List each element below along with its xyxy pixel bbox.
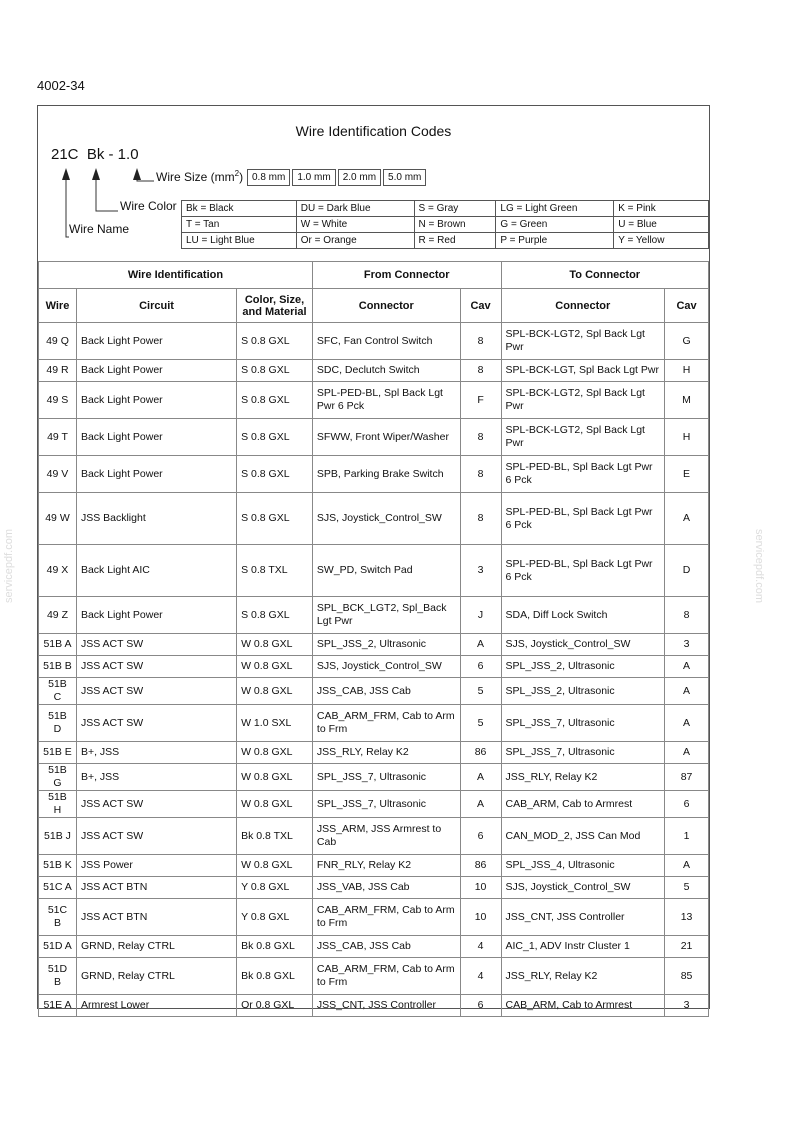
size-option: 0.8 mm [247,169,290,186]
color-code-table [181,200,709,249]
from-cav-cell: 6 [460,656,501,678]
to-cav-cell: M [665,382,709,419]
wire-cell: 51C B [39,899,77,936]
to-connector-cell: SPL-BCK-LGT2, Spl Back Lgt Pwr [501,323,665,360]
to-connector-cell: SJS, Joystick_Control_SW [501,877,665,899]
color-code-cell: N = Brown [414,217,496,233]
color-size-material-cell: W 0.8 GXL [237,764,313,791]
circuit-cell: Back Light Power [76,419,236,456]
table-row [39,936,709,958]
circuit-cell: Back Light Power [76,382,236,419]
legend-title: Wire Identification Codes [295,123,452,139]
from-connector-cell: SJS, Joystick_Control_SW [312,656,460,678]
circuit-cell: JSS Power [76,855,236,877]
color-code-cell: U = Blue [614,217,709,233]
from-connector-cell: SPL_JSS_7, Ultrasonic [312,791,460,818]
from-connector-cell: SPL_JSS_7, Ultrasonic [312,764,460,791]
to-connector-cell: JSS_RLY, Relay K2 [501,958,665,995]
from-cav-cell: A [460,634,501,656]
circuit-cell: JSS ACT SW [76,791,236,818]
color-size-material-cell: Y 0.8 GXL [237,899,313,936]
from-connector-cell: JSS_CAB, JSS Cab [312,936,460,958]
from-cav-cell: 4 [460,936,501,958]
wire-code-legend [38,106,709,261]
col-header-from-connector: Connector [312,289,460,323]
col-header-to-connector: Connector [501,289,665,323]
from-cav-cell: 8 [460,419,501,456]
circuit-cell: Back Light Power [76,597,236,634]
to-cav-cell: 3 [665,634,709,656]
wire-cell: 49 S [39,382,77,419]
group-header-wire-identification: Wire Identification [39,262,313,289]
color-code-cell: P = Purple [496,233,614,249]
from-connector-cell: CAB_ARM_FRM, Cab to Arm to Frm [312,958,460,995]
to-cav-cell: G [665,323,709,360]
wire-cell: 51B A [39,634,77,656]
from-cav-cell: J [460,597,501,634]
circuit-cell: JSS ACT BTN [76,877,236,899]
color-size-material-cell: W 0.8 GXL [237,791,313,818]
to-cav-cell: A [665,855,709,877]
wire-name-label: Wire Name [69,222,130,236]
circuit-cell: JSS ACT SW [76,634,236,656]
circuit-cell: JSS Backlight [76,493,236,545]
color-size-material-cell: W 0.8 GXL [237,742,313,764]
wire-cell: 51B G [39,764,77,791]
to-connector-cell: SPL-BCK-LGT2, Spl Back Lgt Pwr [501,419,665,456]
table-row [39,323,709,360]
from-connector-cell: CAB_ARM_FRM, Cab to Arm to Frm [312,705,460,742]
to-cav-cell: H [665,419,709,456]
size-option: 5.0 mm [383,169,426,186]
table-row [39,995,709,1017]
circuit-cell: JSS ACT BTN [76,899,236,936]
wire-cell: 49 T [39,419,77,456]
from-cav-cell: 8 [460,323,501,360]
color-size-material-cell: Bk 0.8 TXL [237,818,313,855]
to-cav-cell: 87 [665,764,709,791]
color-code-row [182,233,709,249]
to-cav-cell: 6 [665,791,709,818]
color-size-material-cell: Or 0.8 GXL [237,995,313,1017]
col-header-to-cav: Cav [665,289,709,323]
from-connector-cell: SPB, Parking Brake Switch [312,456,460,493]
col-header-wire: Wire [39,289,77,323]
to-cav-cell: A [665,742,709,764]
to-connector-cell: SPL_JSS_2, Ultrasonic [501,656,665,678]
wire-cell: 51D B [39,958,77,995]
circuit-cell: JSS ACT SW [76,818,236,855]
table-row [39,634,709,656]
circuit-cell: B+, JSS [76,742,236,764]
color-size-material-cell: Y 0.8 GXL [237,877,313,899]
to-connector-cell: SPL-BCK-LGT, Spl Back Lgt Pwr [501,360,665,382]
circuit-cell: JSS ACT SW [76,678,236,705]
example-wire-code: 21C Bk - 1.0 [51,146,139,163]
color-code-cell: G = Green [496,217,614,233]
circuit-cell: Back Light Power [76,456,236,493]
table-row [39,382,709,419]
to-connector-cell: SPL-PED-BL, Spl Back Lgt Pwr 6 Pck [501,493,665,545]
from-cav-cell: A [460,764,501,791]
to-connector-cell: SPL_JSS_4, Ultrasonic [501,855,665,877]
color-size-material-cell: W 0.8 GXL [237,678,313,705]
col-header-color-size-material: Color, Size, and Material [237,289,313,323]
to-connector-cell: SPL_JSS_2, Ultrasonic [501,678,665,705]
circuit-cell: Back Light Power [76,323,236,360]
to-cav-cell: E [665,456,709,493]
watermark-left: servicepdf.com [2,529,15,603]
circuit-cell: GRND, Relay CTRL [76,936,236,958]
table-row [39,877,709,899]
wire-cell: 51B E [39,742,77,764]
color-size-material-cell: S 0.8 GXL [237,419,313,456]
to-connector-cell: AIC_1, ADV Instr Cluster 1 [501,936,665,958]
size-option: 1.0 mm [292,169,335,186]
table-row [39,493,709,545]
circuit-cell: GRND, Relay CTRL [76,958,236,995]
wire-cell: 49 R [39,360,77,382]
color-code-cell: Y = Yellow [614,233,709,249]
color-size-material-cell: Bk 0.8 GXL [237,958,313,995]
to-connector-cell: SDA, Diff Lock Switch [501,597,665,634]
wire-size-options [247,169,428,186]
from-connector-cell: JSS_CAB, JSS Cab [312,678,460,705]
col-header-circuit: Circuit [76,289,236,323]
color-size-material-cell: S 0.8 GXL [237,323,313,360]
from-connector-cell: SPL_JSS_2, Ultrasonic [312,634,460,656]
table-row [39,791,709,818]
wire-id-frame [37,105,710,1009]
color-code-cell: Bk = Black [182,201,297,217]
color-size-material-cell: W 0.8 GXL [237,855,313,877]
color-size-material-cell: S 0.8 GXL [237,493,313,545]
from-connector-cell: SPL-PED-BL, Spl Back Lgt Pwr 6 Pck [312,382,460,419]
from-connector-cell: JSS_RLY, Relay K2 [312,742,460,764]
from-cav-cell: 3 [460,545,501,597]
table-row [39,818,709,855]
from-cav-cell: 8 [460,456,501,493]
wire-table [38,261,709,1017]
from-connector-cell: JSS_ARM, JSS Armrest to Cab [312,818,460,855]
table-row [39,764,709,791]
to-cav-cell: 85 [665,958,709,995]
group-header-from-connector: From Connector [312,262,501,289]
from-connector-cell: SDC, Declutch Switch [312,360,460,382]
from-connector-cell: SJS, Joystick_Control_SW [312,493,460,545]
color-size-material-cell: S 0.8 GXL [237,360,313,382]
color-code-cell: LU = Light Blue [182,233,297,249]
to-connector-cell: SPL_JSS_7, Ultrasonic [501,705,665,742]
color-code-row [182,201,709,217]
wire-cell: 49 Q [39,323,77,360]
from-connector-cell: JSS_CNT, JSS Controller [312,995,460,1017]
table-row [39,855,709,877]
color-code-row [182,217,709,233]
to-connector-cell: SJS, Joystick_Control_SW [501,634,665,656]
circuit-cell: Back Light Power [76,360,236,382]
table-row [39,360,709,382]
table-row [39,419,709,456]
to-cav-cell: A [665,493,709,545]
to-connector-cell: JSS_RLY, Relay K2 [501,764,665,791]
from-cav-cell: 86 [460,855,501,877]
page-number: 4002-34 [37,78,85,93]
to-connector-cell: JSS_CNT, JSS Controller [501,899,665,936]
circuit-cell: Armrest Lower [76,995,236,1017]
wire-cell: 51B B [39,656,77,678]
group-header-to-connector: To Connector [501,262,709,289]
color-size-material-cell: S 0.8 GXL [237,597,313,634]
to-connector-cell: CAN_MOD_2, JSS Can Mod [501,818,665,855]
wire-color-label: Wire Color [120,199,177,213]
wire-cell: 51C A [39,877,77,899]
from-cav-cell: 86 [460,742,501,764]
to-connector-cell: SPL-PED-BL, Spl Back Lgt Pwr 6 Pck [501,545,665,597]
table-row [39,545,709,597]
circuit-cell: B+, JSS [76,764,236,791]
from-cav-cell: 4 [460,958,501,995]
table-row [39,678,709,705]
table-row [39,597,709,634]
color-size-material-cell: S 0.8 GXL [237,456,313,493]
table-row [39,742,709,764]
table-row [39,656,709,678]
watermark-right: servicepdf.com [752,529,765,603]
wire-cell: 51B C [39,678,77,705]
from-connector-cell: CAB_ARM_FRM, Cab to Arm to Frm [312,899,460,936]
to-connector-cell: CAB_ARM, Cab to Armrest [501,791,665,818]
color-code-cell: R = Red [414,233,496,249]
to-cav-cell: A [665,678,709,705]
from-cav-cell: 5 [460,705,501,742]
circuit-cell: JSS ACT SW [76,705,236,742]
from-cav-cell: 10 [460,899,501,936]
to-cav-cell: 3 [665,995,709,1017]
to-cav-cell: 8 [665,597,709,634]
circuit-cell: Back Light AIC [76,545,236,597]
to-cav-cell: A [665,656,709,678]
wire-cell: 49 V [39,456,77,493]
wire-size-label: Wire Size $(mm^2)$ [156,169,244,184]
table-row [39,899,709,936]
to-cav-cell: D [665,545,709,597]
color-size-material-cell: W 0.8 GXL [237,634,313,656]
color-code-cell: Or = Orange [296,233,414,249]
to-cav-cell: 13 [665,899,709,936]
table-row [39,705,709,742]
from-cav-cell: 8 [460,360,501,382]
color-code-cell: W = White [296,217,414,233]
from-cav-cell: 6 [460,818,501,855]
from-cav-cell: 10 [460,877,501,899]
from-cav-cell: 8 [460,493,501,545]
table-row [39,456,709,493]
from-cav-cell: 5 [460,678,501,705]
from-connector-cell: FNR_RLY, Relay K2 [312,855,460,877]
color-size-material-cell: Bk 0.8 GXL [237,936,313,958]
color-code-cell: LG = Light Green [496,201,614,217]
wire-cell: 51E A [39,995,77,1017]
color-size-material-cell: W 0.8 GXL [237,656,313,678]
to-cav-cell: A [665,705,709,742]
wire-cell: 49 X [39,545,77,597]
from-cav-cell: F [460,382,501,419]
to-cav-cell: 1 [665,818,709,855]
color-code-cell: T = Tan [182,217,297,233]
wire-cell: 51D A [39,936,77,958]
to-cav-cell: H [665,360,709,382]
wire-cell: 49 W [39,493,77,545]
to-connector-cell: SPL-PED-BL, Spl Back Lgt Pwr 6 Pck [501,456,665,493]
to-connector-cell: CAB_ARM, Cab to Armrest [501,995,665,1017]
to-connector-cell: SPL-BCK-LGT2, Spl Back Lgt Pwr [501,382,665,419]
wire-cell: 51B K [39,855,77,877]
to-cav-cell: 21 [665,936,709,958]
color-code-cell: S = Gray [414,201,496,217]
wire-cell: 51B J [39,818,77,855]
col-header-from-cav: Cav [460,289,501,323]
color-code-cell: DU = Dark Blue [296,201,414,217]
from-connector-cell: SW_PD, Switch Pad [312,545,460,597]
color-size-material-cell: S 0.8 GXL [237,382,313,419]
size-option: 2.0 mm [338,169,381,186]
from-connector-cell: JSS_VAB, JSS Cab [312,877,460,899]
table-row [39,958,709,995]
color-size-material-cell: W 1.0 SXL [237,705,313,742]
color-size-material-cell: S 0.8 TXL [237,545,313,597]
from-connector-cell: SFWW, Front Wiper/Washer [312,419,460,456]
to-connector-cell: SPL_JSS_7, Ultrasonic [501,742,665,764]
color-code-cell: K = Pink [614,201,709,217]
wire-cell: 51B D [39,705,77,742]
from-cav-cell: 6 [460,995,501,1017]
from-cav-cell: A [460,791,501,818]
wire-cell: 51B H [39,791,77,818]
from-connector-cell: SPL_BCK_LGT2, Spl_Back Lgt Pwr [312,597,460,634]
circuit-cell: JSS ACT SW [76,656,236,678]
from-connector-cell: SFC, Fan Control Switch [312,323,460,360]
to-cav-cell: 5 [665,877,709,899]
wire-cell: 49 Z [39,597,77,634]
